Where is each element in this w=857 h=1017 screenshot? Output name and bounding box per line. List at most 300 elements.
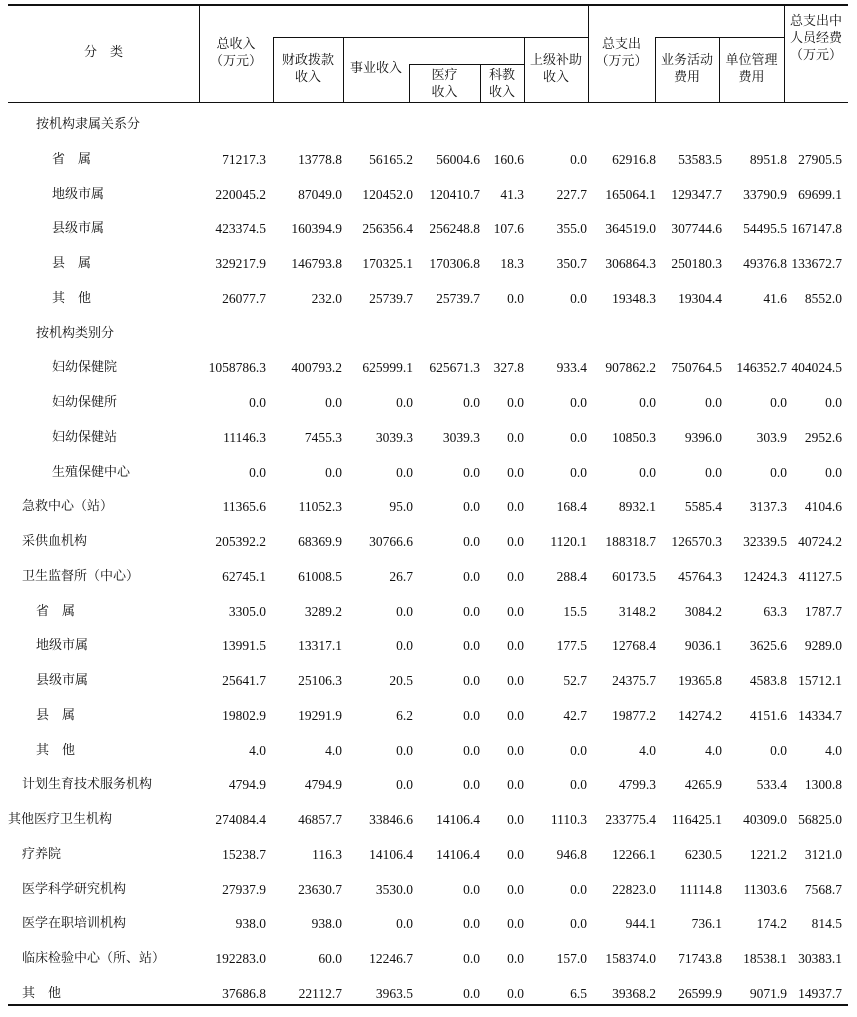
table-top-rule (8, 4, 848, 6)
row-value: 355.0 (556, 221, 587, 237)
row-value: 0.0 (396, 916, 413, 932)
row-value: 9396.0 (684, 429, 722, 445)
row-value: 3305.0 (228, 603, 266, 619)
row-value: 14334.7 (798, 707, 842, 723)
row-value: 26077.7 (222, 290, 266, 306)
row-value: 18538.1 (743, 951, 787, 966)
row-value: 0.0 (770, 464, 787, 480)
row-value: 736.1 (691, 916, 722, 932)
row-value: 33790.9 (743, 186, 787, 202)
row-value: 56825.0 (798, 812, 842, 827)
row-label: 医学科学研究机构 (22, 881, 127, 897)
row-value: 0.0 (463, 464, 480, 480)
row-value: 0.0 (396, 742, 413, 758)
row-value: 4799.3 (618, 777, 656, 793)
row-label: 其 他 (22, 985, 62, 1001)
table-row (8, 873, 848, 907)
row-value: 364519.0 (605, 221, 656, 237)
row-value: 329217.9 (215, 256, 266, 271)
row-value: 0.0 (507, 777, 524, 793)
row-value: 907862.2 (605, 360, 656, 376)
row-value: 303.9 (756, 429, 787, 445)
row-value: 0.0 (463, 916, 480, 932)
row-value: 0.0 (570, 881, 587, 897)
row-value: 19348.3 (612, 290, 656, 306)
row-value: 938.0 (235, 916, 266, 932)
row-value: 11114.8 (679, 881, 722, 897)
row-value: 95.0 (389, 499, 413, 515)
row-value: 0.0 (396, 603, 413, 619)
table-row (8, 421, 848, 455)
row-value: 4.0 (639, 742, 656, 758)
table-row (8, 560, 848, 594)
row-value: 18.3 (500, 256, 524, 271)
row-value: 25106.3 (298, 673, 342, 688)
row-label: 妇幼保健院 (52, 360, 118, 376)
row-value: 11365.6 (222, 499, 266, 515)
row-value: 0.0 (825, 464, 842, 480)
row-value: 45764.3 (678, 568, 722, 584)
row-value: 423374.5 (215, 221, 266, 237)
row-label: 其他医疗卫生机构 (8, 812, 113, 827)
row-label: 临床检验中心（所、站） (22, 951, 166, 966)
row-label: 卫生监督所（中心） (22, 568, 140, 584)
row-value: 13317.1 (298, 638, 342, 654)
row-value: 0.0 (463, 951, 480, 966)
row-value: 0.0 (507, 742, 524, 758)
row-value: 0.0 (570, 290, 587, 306)
table-row (8, 108, 848, 142)
row-label: 按机构类别分 (36, 325, 115, 341)
row-label: 生殖保健中心 (52, 464, 131, 480)
row-value: 10850.3 (612, 429, 656, 445)
table-row (8, 838, 848, 872)
row-value: 625999.1 (362, 360, 413, 376)
row-value: 256248.8 (429, 221, 480, 237)
row-value: 168.4 (556, 499, 587, 515)
row-value: 0.0 (463, 395, 480, 410)
row-value: 0.0 (570, 464, 587, 480)
row-label: 县级市属 (52, 221, 105, 237)
header-total-income: 总收入 （万元） (209, 37, 262, 69)
row-value: 69699.1 (798, 186, 842, 202)
row-value: 6.2 (396, 707, 413, 723)
row-value: 22112.7 (298, 985, 342, 1001)
row-value: 4.0 (825, 742, 842, 758)
row-value: 274084.4 (215, 812, 266, 827)
row-value: 9289.0 (804, 638, 842, 654)
row-value: 0.0 (507, 395, 524, 410)
row-value: 750764.5 (671, 360, 722, 376)
row-value: 933.4 (556, 360, 587, 376)
row-value: 250180.3 (671, 256, 722, 271)
row-value: 3963.5 (375, 985, 413, 1001)
row-value: 0.0 (507, 534, 524, 549)
row-value: 129347.7 (671, 186, 722, 202)
row-label: 县 属 (36, 707, 76, 723)
row-value: 41127.5 (798, 568, 842, 584)
row-value: 14106.4 (436, 812, 480, 827)
row-value: 170325.1 (362, 256, 413, 271)
row-label: 妇幼保健站 (52, 429, 118, 445)
row-value: 0.0 (396, 777, 413, 793)
row-value: 0.0 (396, 464, 413, 480)
row-value: 30383.1 (798, 951, 842, 966)
row-value: 0.0 (249, 395, 266, 410)
row-value: 133672.7 (791, 256, 842, 271)
row-value: 1221.2 (749, 846, 787, 862)
table-row (8, 490, 848, 524)
row-value: 56004.6 (436, 151, 480, 167)
row-value: 0.0 (507, 707, 524, 723)
row-value: 400793.2 (291, 360, 342, 376)
header-subsidy-income: 上级补助 收入 (529, 53, 582, 85)
row-value: 14274.2 (678, 707, 722, 723)
row-value: 41.3 (500, 186, 524, 202)
row-value: 12266.1 (612, 846, 656, 862)
row-value: 350.7 (556, 256, 587, 271)
row-value: 1058786.3 (208, 360, 266, 376)
row-value: 533.4 (756, 777, 787, 793)
table-row (8, 525, 848, 559)
row-value: 944.1 (625, 916, 656, 932)
row-label: 省 属 (36, 603, 76, 619)
row-value: 4.0 (325, 742, 342, 758)
row-value: 15238.7 (222, 846, 266, 862)
row-value: 87049.0 (298, 186, 342, 202)
row-value: 1110.3 (550, 812, 587, 827)
row-value: 0.0 (639, 395, 656, 410)
row-value: 22823.0 (612, 881, 656, 897)
table-row (8, 456, 848, 490)
row-value: 0.0 (705, 395, 722, 410)
row-label: 按机构隶属关系分 (36, 117, 141, 132)
row-label: 其 他 (52, 290, 92, 306)
row-value: 0.0 (463, 985, 480, 1001)
row-value: 120452.0 (362, 186, 413, 202)
table-row (8, 386, 848, 420)
row-value: 205392.2 (215, 534, 266, 549)
row-label: 医学在职培训机构 (22, 916, 127, 932)
row-value: 62916.8 (612, 151, 656, 167)
row-value: 0.0 (570, 916, 587, 932)
row-value: 4104.6 (804, 499, 842, 515)
row-value: 7455.3 (304, 429, 342, 445)
row-value: 5585.4 (684, 499, 722, 515)
row-label: 省 属 (52, 151, 92, 167)
table-row (8, 282, 848, 316)
row-value: 6230.5 (684, 846, 722, 862)
row-value: 0.0 (463, 534, 480, 549)
table-row (8, 699, 848, 733)
row-value: 4265.9 (684, 777, 722, 793)
row-label: 县级市属 (36, 673, 89, 688)
row-value: 1120.1 (550, 534, 587, 549)
row-value: 814.5 (811, 916, 842, 932)
row-value: 126570.3 (671, 534, 722, 549)
row-value: 7568.7 (804, 881, 842, 897)
row-value: 25739.7 (369, 290, 413, 306)
row-value: 0.0 (570, 777, 587, 793)
table-row (8, 317, 848, 351)
row-value: 0.0 (463, 603, 480, 619)
row-value: 54495.5 (743, 221, 787, 237)
row-value: 3289.2 (304, 603, 342, 619)
row-value: 0.0 (463, 777, 480, 793)
row-label: 地级市属 (52, 186, 105, 202)
row-value: 33846.6 (369, 812, 413, 827)
row-value: 71743.8 (678, 951, 722, 966)
row-value: 4583.8 (749, 673, 787, 688)
row-value: 19877.2 (612, 707, 656, 723)
row-value: 170306.8 (429, 256, 480, 271)
row-value: 404024.5 (791, 360, 842, 376)
row-value: 0.0 (507, 951, 524, 966)
row-label: 急救中心（站） (22, 499, 114, 515)
row-value: 60173.5 (612, 568, 656, 584)
row-value: 23630.7 (298, 881, 342, 897)
row-value: 4151.6 (749, 707, 787, 723)
row-value: 4.0 (249, 742, 266, 758)
row-value: 0.0 (463, 638, 480, 654)
row-value: 3625.6 (749, 638, 787, 654)
table-row (8, 907, 848, 941)
row-value: 15.5 (563, 603, 587, 619)
row-value: 0.0 (570, 742, 587, 758)
row-value: 19304.4 (678, 290, 722, 306)
row-value: 37686.8 (222, 985, 266, 1001)
row-value: 0.0 (507, 881, 524, 897)
row-value: 116425.1 (671, 812, 722, 827)
row-value: 288.4 (556, 568, 587, 584)
row-value: 27937.9 (222, 881, 266, 897)
row-value: 60.0 (318, 951, 342, 966)
row-label: 地级市属 (36, 638, 89, 654)
row-value: 165064.1 (605, 186, 656, 202)
row-value: 53583.5 (678, 151, 722, 167)
row-value: 0.0 (507, 638, 524, 654)
row-value: 4794.9 (228, 777, 266, 793)
header-business-income: 事业收入 (349, 61, 402, 76)
header-subrule-income (273, 37, 588, 38)
row-value: 306864.3 (605, 256, 656, 271)
row-value: 56165.2 (369, 151, 413, 167)
row-label: 县 属 (52, 256, 92, 271)
row-label: 疗养院 (22, 846, 62, 862)
row-value: 0.0 (325, 395, 342, 410)
header-category: 分 类 (83, 45, 123, 60)
header-admin-expense: 单位管理 费用 (725, 53, 778, 85)
row-value: 25641.7 (222, 673, 266, 688)
row-value: 327.8 (493, 360, 524, 376)
row-value: 12424.3 (743, 568, 787, 584)
row-value: 157.0 (556, 951, 587, 966)
row-value: 0.0 (507, 603, 524, 619)
table-row (8, 734, 848, 768)
row-value: 0.0 (507, 846, 524, 862)
header-subrule-expense (655, 37, 784, 38)
row-value: 32339.5 (743, 534, 787, 549)
row-value: 26.7 (389, 568, 413, 584)
row-value: 3039.3 (375, 429, 413, 445)
row-value: 12246.7 (369, 951, 413, 966)
row-value: 61008.5 (298, 568, 342, 584)
row-value: 14937.7 (798, 985, 842, 1001)
row-label: 计划生育技术服务机构 (22, 777, 153, 793)
row-value: 0.0 (570, 151, 587, 167)
row-value: 3137.3 (749, 499, 787, 515)
row-value: 4794.9 (304, 777, 342, 793)
row-value: 19802.9 (222, 707, 266, 723)
row-value: 192283.0 (215, 951, 266, 966)
row-value: 25739.7 (436, 290, 480, 306)
row-value: 26599.9 (678, 985, 722, 1001)
row-value: 256356.4 (362, 221, 413, 237)
row-value: 3121.0 (804, 846, 842, 862)
row-value: 8951.8 (749, 151, 787, 167)
row-value: 68369.9 (298, 534, 342, 549)
row-value: 0.0 (463, 881, 480, 897)
row-value: 2952.6 (804, 429, 842, 445)
row-value: 14106.4 (436, 846, 480, 862)
row-value: 30766.6 (369, 534, 413, 549)
row-value: 0.0 (705, 464, 722, 480)
table-row (8, 977, 848, 1011)
row-value: 40309.0 (743, 812, 787, 827)
row-value: 0.0 (507, 985, 524, 1001)
row-value: 11303.6 (743, 881, 787, 897)
table-row (8, 803, 848, 837)
row-value: 160.6 (493, 151, 524, 167)
row-value: 220045.2 (215, 186, 266, 202)
row-value: 120410.7 (429, 186, 480, 202)
row-value: 12768.4 (612, 638, 656, 654)
row-value: 0.0 (825, 395, 842, 410)
row-value: 40724.2 (798, 534, 842, 549)
row-value: 3530.0 (375, 881, 413, 897)
row-value: 19365.8 (678, 673, 722, 688)
row-value: 116.3 (312, 846, 342, 862)
row-value: 0.0 (507, 499, 524, 515)
row-value: 167147.8 (791, 221, 842, 237)
row-value: 13778.8 (298, 151, 342, 167)
row-value: 0.0 (507, 812, 524, 827)
row-value: 232.0 (311, 290, 342, 306)
row-value: 946.8 (556, 846, 587, 862)
row-value: 233775.4 (605, 812, 656, 827)
row-value: 62745.1 (222, 568, 266, 584)
row-value: 46857.7 (298, 812, 342, 827)
row-value: 0.0 (639, 464, 656, 480)
row-value: 9071.9 (749, 985, 787, 1001)
row-value: 107.6 (493, 221, 524, 237)
row-value: 0.0 (396, 638, 413, 654)
row-value: 1787.7 (804, 603, 842, 619)
row-value: 0.0 (396, 395, 413, 410)
row-value: 0.0 (463, 499, 480, 515)
row-value: 0.0 (507, 290, 524, 306)
table-row (8, 664, 848, 698)
row-value: 0.0 (570, 395, 587, 410)
row-value: 227.7 (556, 186, 587, 202)
row-value: 0.0 (507, 464, 524, 480)
row-value: 42.7 (563, 707, 587, 723)
row-value: 0.0 (249, 464, 266, 480)
table-row (8, 629, 848, 663)
row-value: 3148.2 (618, 603, 656, 619)
row-value: 3084.2 (684, 603, 722, 619)
table-row (8, 178, 848, 212)
row-value: 174.2 (756, 916, 787, 932)
header-research-income: 科教 收入 (488, 68, 515, 100)
row-value: 0.0 (325, 464, 342, 480)
row-value: 0.0 (507, 429, 524, 445)
row-value: 0.0 (507, 568, 524, 584)
row-value: 27905.5 (798, 151, 842, 167)
row-value: 146352.7 (736, 360, 787, 376)
row-value: 188318.7 (605, 534, 656, 549)
row-value: 3039.3 (442, 429, 480, 445)
row-label: 其 他 (36, 742, 76, 758)
row-value: 14106.4 (369, 846, 413, 862)
header-fiscal-income: 财政拨款 收入 (281, 53, 334, 85)
table-row (8, 143, 848, 177)
row-value: 158374.0 (605, 951, 656, 966)
row-value: 71217.3 (222, 151, 266, 167)
row-value: 0.0 (463, 742, 480, 758)
row-value: 0.0 (507, 916, 524, 932)
row-value: 24375.7 (612, 673, 656, 688)
row-value: 938.0 (311, 916, 342, 932)
row-value: 49376.8 (743, 256, 787, 271)
row-value: 0.0 (770, 395, 787, 410)
header-activity-expense: 业务活动 费用 (660, 53, 713, 85)
table-row (8, 212, 848, 246)
table-row (8, 942, 848, 976)
row-value: 0.0 (463, 568, 480, 584)
row-value: 52.7 (563, 673, 587, 688)
row-value: 0.0 (463, 673, 480, 688)
table-row (8, 247, 848, 281)
row-value: 8932.1 (618, 499, 656, 515)
row-value: 6.5 (570, 985, 587, 1001)
header-subrule-business (409, 64, 524, 65)
row-value: 13991.5 (222, 638, 266, 654)
header-medical-income: 医疗 收入 (431, 68, 458, 100)
row-label: 采供血机构 (22, 534, 88, 549)
table-row (8, 351, 848, 385)
row-value: 39368.2 (612, 985, 656, 1001)
header-total-expense: 总支出 （万元） (595, 37, 648, 69)
header-personnel-expense: 总支出中 人员经费 （万元） (789, 14, 842, 63)
row-value: 63.3 (763, 603, 787, 619)
row-value: 4.0 (705, 742, 722, 758)
header-bottom-rule (8, 102, 848, 103)
row-value: 8552.0 (804, 290, 842, 306)
row-value: 146793.8 (291, 256, 342, 271)
row-value: 11146.3 (223, 429, 266, 445)
row-label: 妇幼保健所 (52, 395, 118, 410)
table-row (8, 768, 848, 802)
row-value: 625671.3 (429, 360, 480, 376)
row-value: 11052.3 (298, 499, 342, 515)
row-value: 0.0 (570, 429, 587, 445)
row-value: 0.0 (463, 707, 480, 723)
row-value: 0.0 (770, 742, 787, 758)
row-value: 160394.9 (291, 221, 342, 237)
row-value: 1300.8 (804, 777, 842, 793)
row-value: 20.5 (389, 673, 413, 688)
